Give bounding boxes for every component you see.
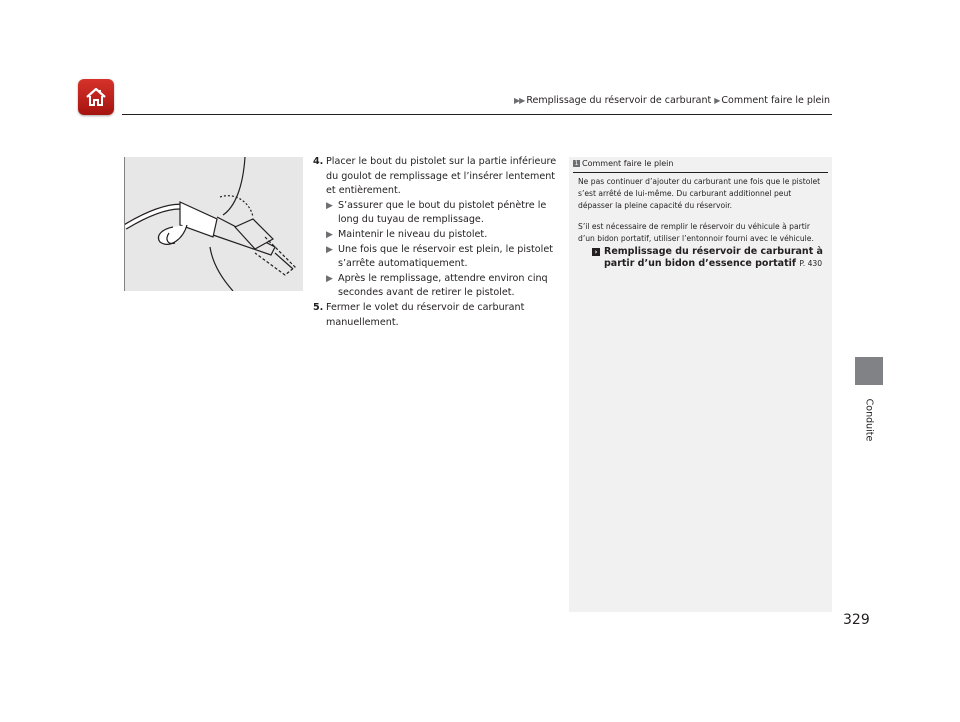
note-sidebar	[569, 157, 832, 612]
home-icon	[84, 85, 108, 109]
cross-reference-link[interactable]	[578, 246, 824, 271]
arrow-icon: ▶	[326, 200, 333, 211]
header-rule	[122, 114, 832, 115]
sidebar-paragraph: S’il est nécessaire de remplir le réservoir du véhicule à partir d’un bidon portatif, utiliser l’entonnoir fourni avec le véhicule.	[578, 222, 814, 244]
step-number: 5.	[313, 301, 324, 313]
instruction-steps	[313, 155, 558, 330]
breadcrumb	[514, 95, 830, 106]
breadcrumb-current: Comment faire le plein	[721, 95, 831, 106]
link-arrow-icon: ›	[592, 248, 600, 256]
section-tab-label[interactable]: Conduite	[863, 398, 875, 442]
step-number: 4.	[313, 156, 324, 167]
step-text: Fermer le volet du réservoir de carburant manuellement.	[326, 301, 525, 328]
section-tab-marker[interactable]	[855, 357, 883, 385]
home-button[interactable]	[78, 79, 114, 115]
sidebar-title: Comment faire le plein	[582, 159, 674, 168]
step-substep: ▶ Maintenir le niveau du pistolet.	[326, 228, 558, 243]
sidebar-body	[569, 173, 832, 271]
step-substep: ▶ Une fois que le réservoir est plein, le pistolet s’arrête automatiquement.	[326, 243, 553, 270]
xref-text[interactable]: Remplissage du réservoir de carburant à partir d’un bidon d’essence portatif	[604, 245, 823, 270]
step-5	[313, 301, 558, 330]
arrow-icon: ▶	[326, 244, 333, 255]
arrow-icon: ▶	[326, 273, 333, 284]
step-substep: ▶ Après le remplissage, attendre environ cinq secondes avant de retirer le pistolet.	[326, 272, 548, 299]
breadcrumb-parent[interactable]: Remplissage du réservoir de carburant	[526, 95, 712, 106]
arrow-icon: ▶	[326, 229, 333, 240]
step-substep: ▶ S’assurer que le bout du pistolet pénètre le long du tuyau de remplissage.	[326, 199, 547, 226]
breadcrumb-arrow-icon: ▶	[714, 96, 720, 105]
sidebar-paragraph: Ne pas continuer d’ajouter du carburant une fois que le pistolet s’est arrêté de lui-même. Du carburant additionnel peut dépasser la pleine capacité du réservoir.	[578, 177, 821, 210]
step-text: Placer le bout du pistolet sur la partie inférieure du goulot de remplissage et l’insérer lentement et entièrement.	[326, 156, 557, 197]
xref-page[interactable]: P. 430	[799, 259, 823, 269]
sidebar-header	[573, 157, 828, 173]
breadcrumb-arrow-icon: ▶▶	[514, 96, 525, 105]
note-icon: 1	[574, 160, 579, 167]
step-4	[313, 155, 558, 301]
page-number: 329	[843, 612, 870, 628]
fuel-nozzle-illustration	[124, 157, 303, 291]
